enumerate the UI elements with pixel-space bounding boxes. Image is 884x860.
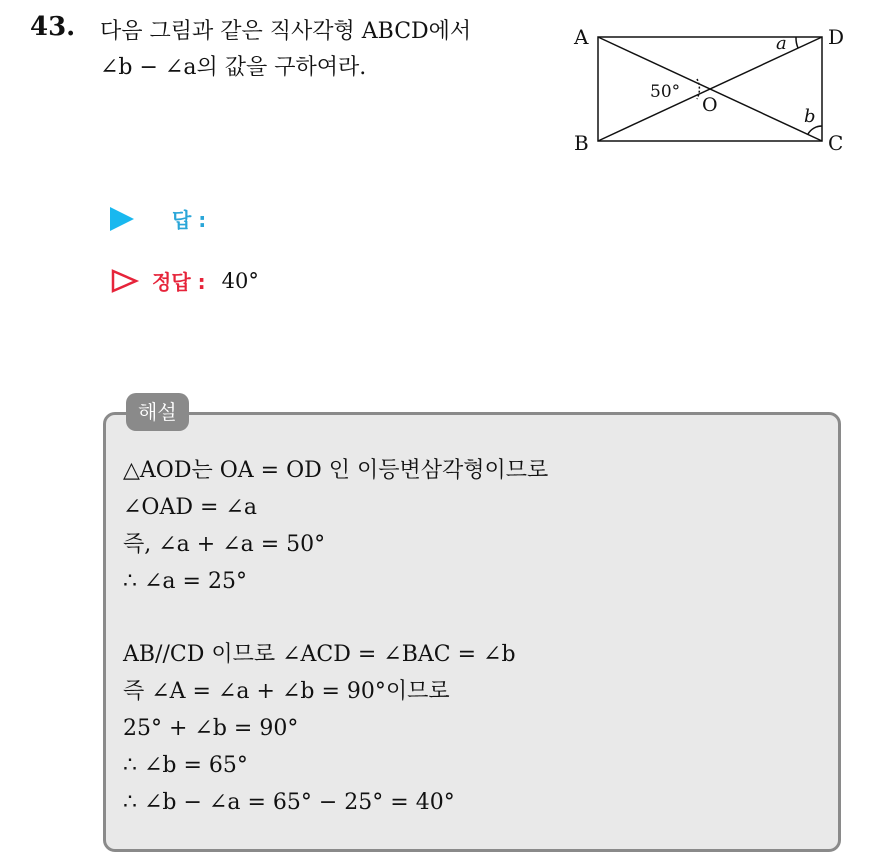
key-answer-label: 정답 : [152, 270, 206, 294]
solution-line-1: △AOD는 OA = OD 인 이등변삼각형이므로 [123, 458, 549, 483]
solution-tag: 해설 [126, 393, 189, 431]
label-d-vertex: D [828, 25, 845, 49]
outline-triangle-icon [110, 268, 140, 294]
arc-50 [697, 79, 699, 99]
key-answer-row [110, 266, 259, 295]
label-angle-a: a [776, 33, 787, 54]
solution-line: 즉, ∠a + ∠a = 50° [123, 532, 326, 557]
question-line-2: ∠b − ∠a의 값을 구하여라. [100, 55, 367, 80]
label-c-vertex: C [828, 131, 844, 155]
label-angle-50: 50° [650, 82, 681, 102]
label-o: O [702, 94, 718, 116]
answer-label: 답 : [172, 208, 207, 232]
label-b-vertex: B [574, 131, 589, 155]
solution-line: ∠OAD = ∠a [123, 495, 257, 520]
solution-line: ∴ ∠a = 25° [123, 569, 247, 594]
solution-lines [123, 452, 548, 821]
solution-line [123, 452, 548, 489]
solution-line: ∴ ∠b = 65° [123, 753, 248, 778]
answer-row [110, 204, 206, 233]
solution-line: AB//CD 이므로 ∠ACD = ∠BAC = ∠b [123, 642, 516, 667]
arc-a [796, 37, 798, 48]
solution-blank-line [123, 600, 548, 636]
label-a-vertex: A [574, 25, 589, 49]
rectangle-figure [560, 14, 860, 164]
label-angle-b: b [804, 106, 816, 127]
question-line-1: 다음 그림과 같은 직사각형 ABCD에서 [100, 19, 472, 44]
arc-b [808, 126, 822, 134]
question-text [100, 14, 560, 86]
solution-line: 즉 ∠A = ∠a + ∠b = 90°이므로 [123, 679, 450, 704]
question-number: 43. [30, 12, 76, 42]
key-answer-value: 40° [221, 268, 259, 293]
solution-line: 25° + ∠b = 90° [123, 716, 299, 741]
solution-line: ∴ ∠b − ∠a = 65° − 25° = 40° [123, 790, 455, 815]
filled-triangle-icon [110, 207, 134, 231]
